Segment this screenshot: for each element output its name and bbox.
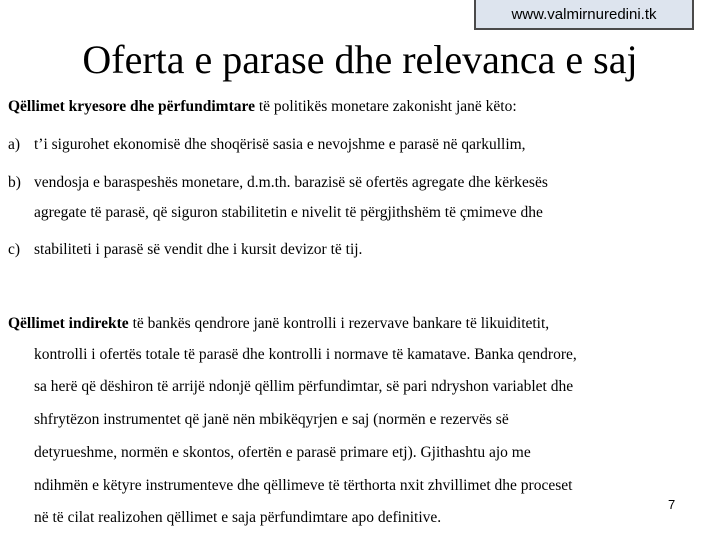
- page-number: 7: [668, 497, 676, 512]
- main-goals-intro: të politikës monetare zakonisht janë këto:: [254, 98, 517, 115]
- paragraph-line: kontrolli i ofertës totale të parasë dhe kontrolli i normave të kamatave. Banka qendrore,: [34, 346, 577, 363]
- list-item-text: vendosja e baraspeshës monetare, d.m.th. barazisë së ofertës agregate dhe kërkesës: [34, 174, 548, 191]
- main-goals-heading: Qëllimet kryesore dhe përfundimtare: [8, 98, 255, 115]
- slide-title: Oferta e parase dhe relevanca e saj: [82, 37, 638, 82]
- indirect-goals-heading: Qëllimet indirekte: [8, 315, 129, 332]
- list-item-b: [8, 173, 548, 193]
- paragraph-line: ndihmën e këtyre instrumenteve dhe qëllimeve të tërthorta nxit zhvillimet dhe proceset: [34, 477, 573, 494]
- list-item-c: [8, 240, 362, 260]
- list-item-label: a): [8, 136, 21, 153]
- paragraph-indirect-goals: [8, 314, 549, 334]
- list-item-text: stabiliteti i parasë së vendit dhe i kursit devizor të tij.: [34, 241, 363, 258]
- list-item-label: b): [8, 174, 21, 191]
- website-url-label: www.valmirnuredini.tk: [474, 0, 694, 30]
- paragraph-line: sa herë që dëshiron të arrijë ndonjë qëllim përfundimtar, së pari ndryshon variablet dhe: [34, 378, 574, 395]
- paragraph-line: në të cilat realizohen qëllimet e saja përfundimtare apo definitive.: [34, 509, 442, 526]
- list-item-text: t’i sigurohet ekonomisë dhe shoqërisë sasia e nevojshme e parasë në qarkullim,: [34, 136, 526, 153]
- indirect-goals-first-line: të bankës qendrore janë kontrolli i rezervave bankare të likuiditetit,: [128, 315, 550, 332]
- list-item-label: c): [8, 241, 21, 258]
- list-item-a: [8, 135, 526, 155]
- paragraph-line: detyrueshme, normën e skontos, ofertën e parasë primare etj). Gjithashtu ajo me: [34, 444, 531, 461]
- paragraph-line: shfrytëzon instrumentet që janë nën mbikëqyrjen e saj (normën e rezervës së: [34, 411, 509, 428]
- list-item-b-continuation: agregate të parasë, që siguron stabilitetin e nivelit të përgjithshëm të çmimeve dhe: [34, 204, 543, 221]
- paragraph-main-goals: [8, 97, 517, 117]
